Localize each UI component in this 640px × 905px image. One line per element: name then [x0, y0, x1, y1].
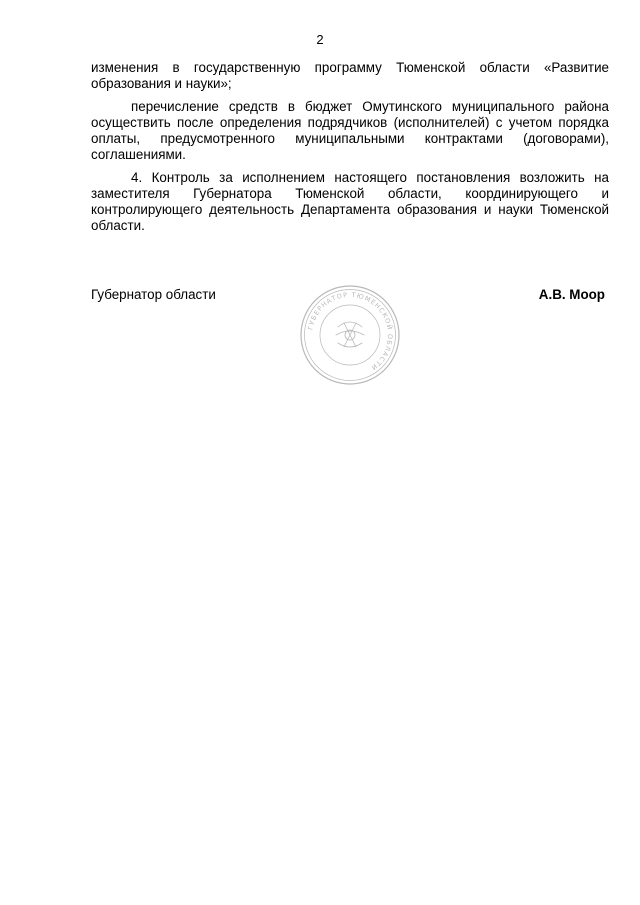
seal-ring-text: ГУБЕРНАТОР ТЮМЕНСКОЙ ОБЛАСТИ — [306, 290, 395, 373]
official-seal — [298, 283, 402, 387]
paragraph-continuation: изменения в государственную программу Тюменской области «Развитие образования и науки»; — [91, 60, 609, 91]
document-body — [91, 60, 609, 234]
seal-emblem-icon — [336, 322, 364, 347]
page-number: 2 — [316, 32, 324, 47]
paragraph-funds-transfer: перечисление средств в бюджет Омутинского муниципального района осуществить после определения подрядчиков (исполнителей) с учетом порядка оплаты, предусмотренного муниципальными контрактами (договорами), соглашениями. — [91, 99, 609, 162]
signatory-title: Губернатор области — [91, 287, 216, 302]
signatory-name: А.В. Моор — [538, 287, 605, 302]
paragraph-control-clause: 4. Контроль за исполнением настоящего постановления возложить на заместителя Губернатора Тюменской области, координирующего и контролирующего деятельность Департамента образования и науки Тюменской области. — [91, 170, 609, 233]
